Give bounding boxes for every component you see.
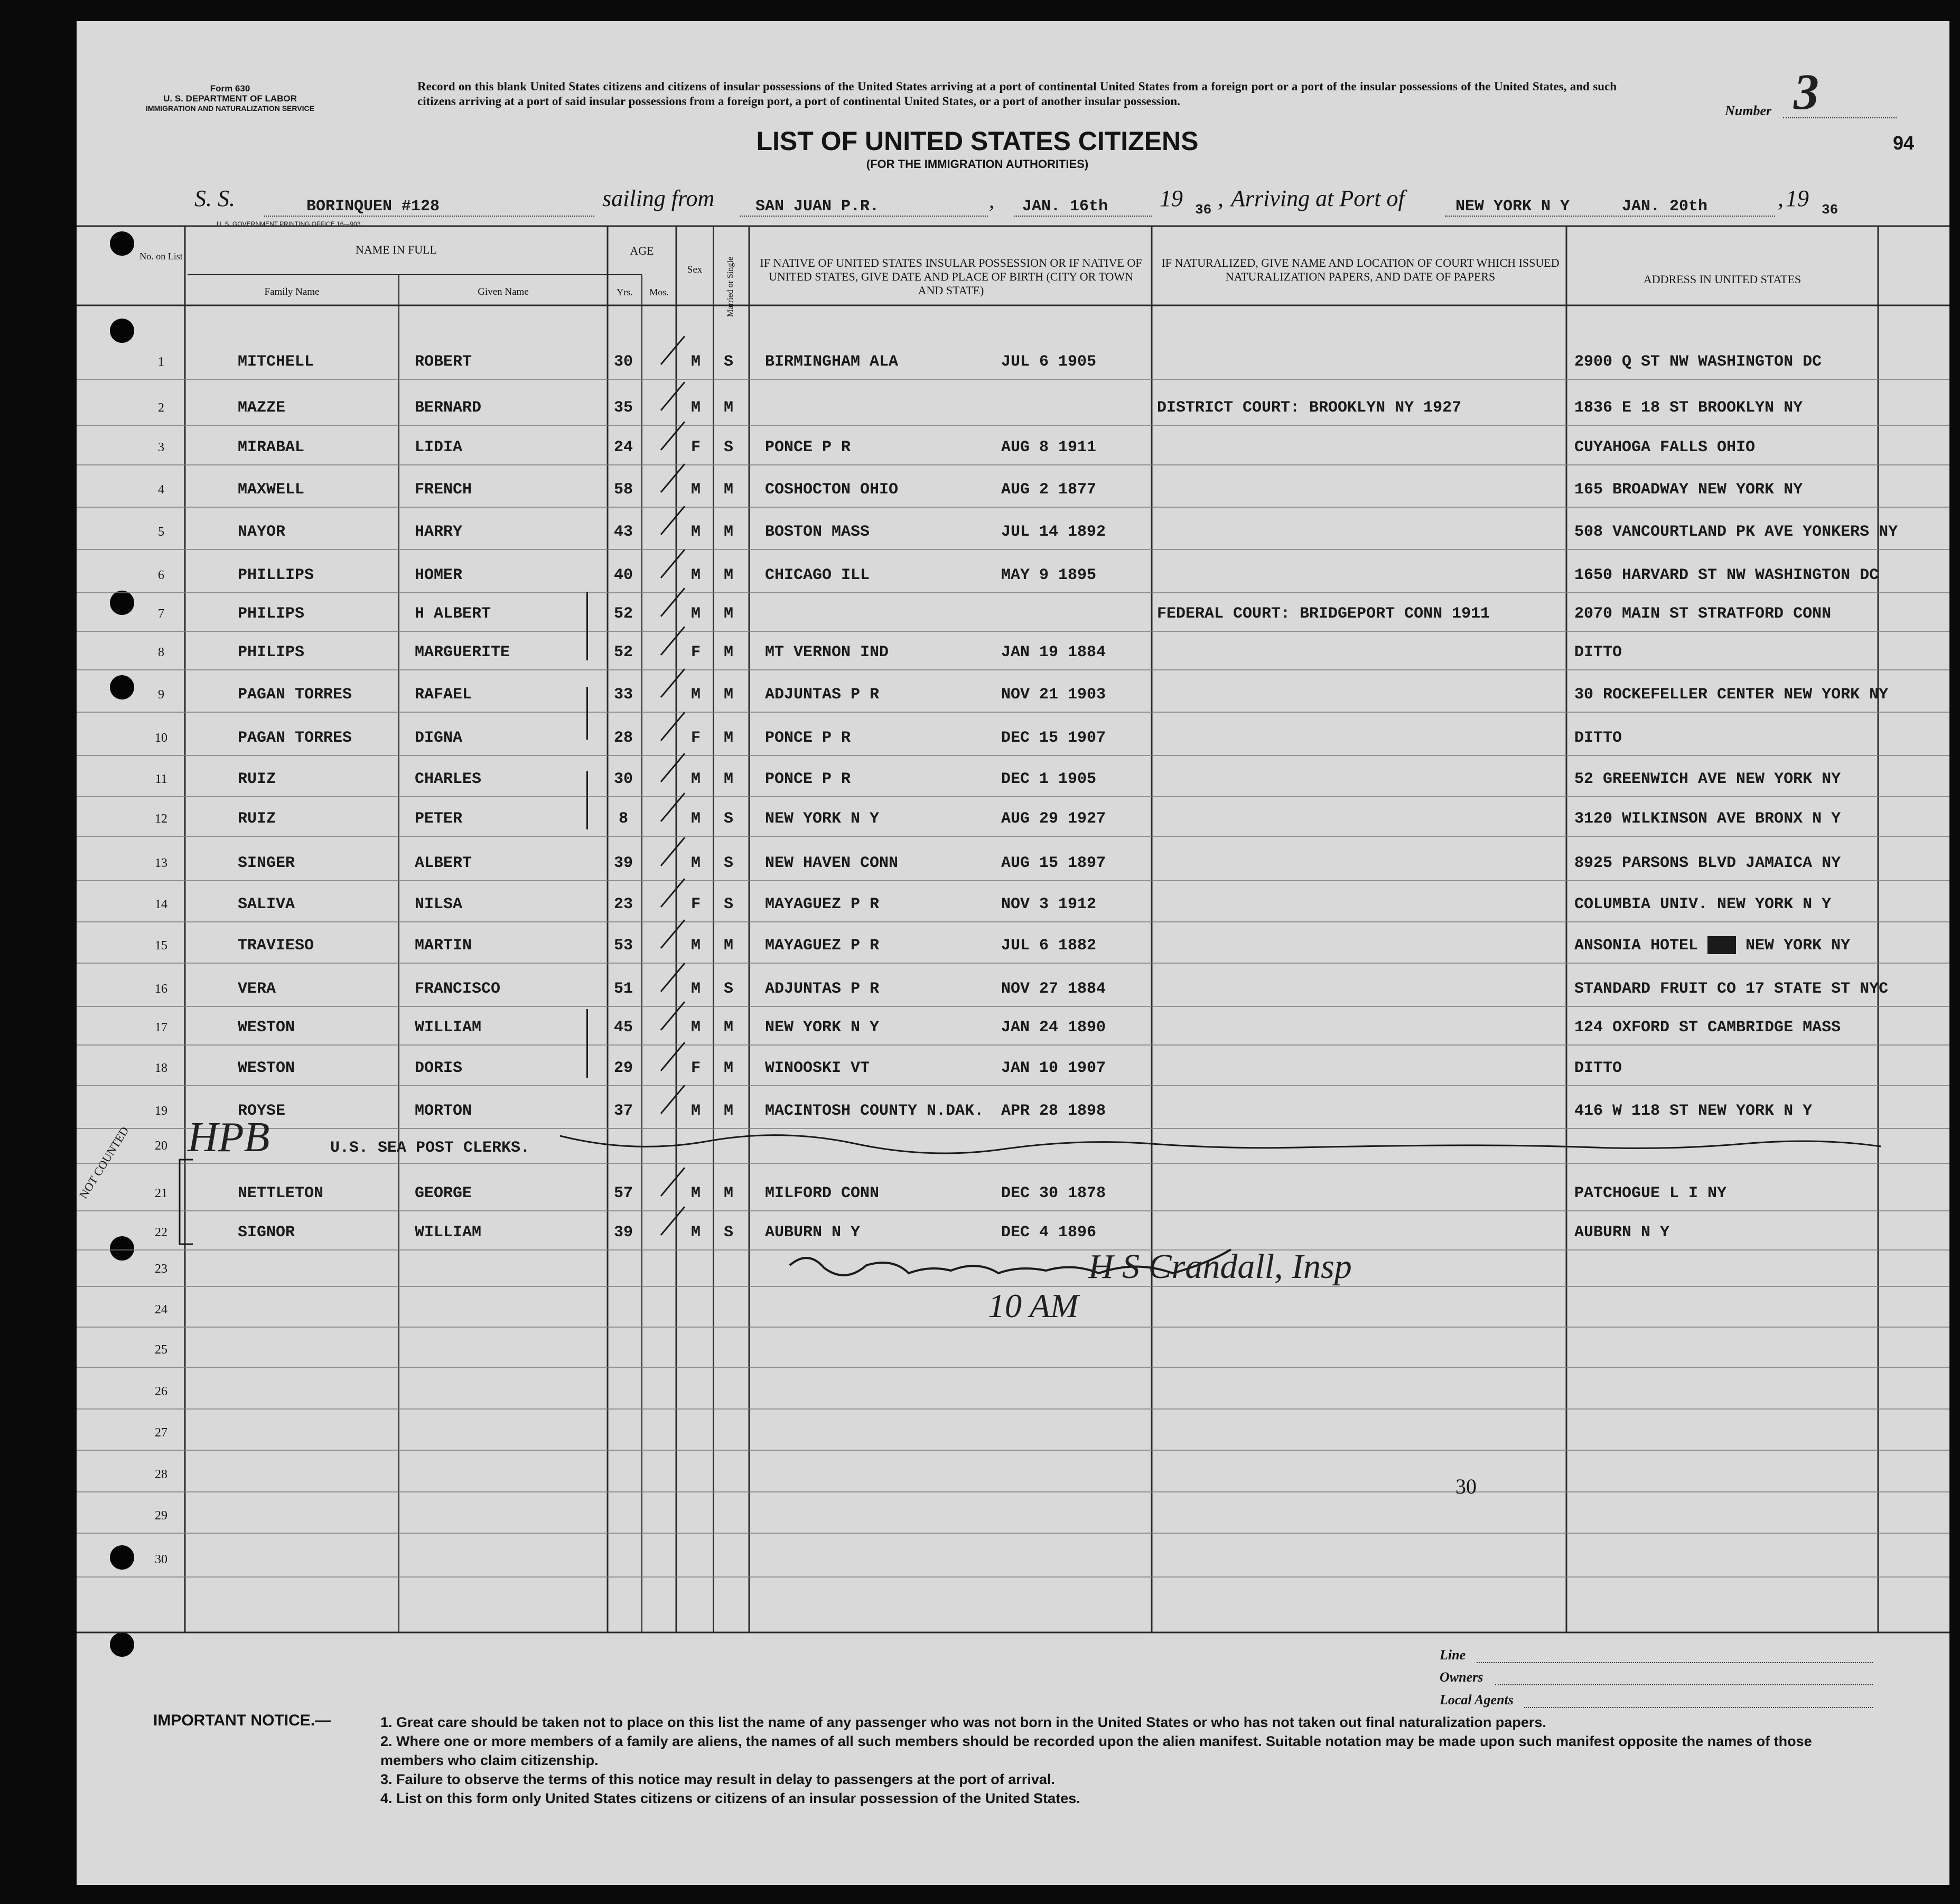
header-no-on-list: No. on List [139, 251, 183, 262]
row-number: 28 [155, 1468, 167, 1481]
address-cell: 124 OXFORD ST CAMBRIDGE MASS [1574, 1019, 1841, 1037]
row-number: 26 [155, 1385, 167, 1398]
marital-status-cell: M [724, 399, 734, 417]
sea-post-label: U.S. SEA POST CLERKS. [330, 1139, 530, 1157]
birth-place-cell: PONCE P R [765, 438, 851, 456]
birth-date-cell: AUG 15 1897 [1001, 854, 1106, 872]
age-cell: 57 [613, 1184, 633, 1202]
address-cell: 165 BROADWAY NEW YORK NY [1574, 481, 1803, 499]
age-cell: 43 [613, 523, 633, 541]
birth-date-cell: DEC 30 1878 [1001, 1184, 1106, 1202]
sailing-port: SAN JUAN P.R. [755, 198, 880, 216]
arrival-year-prefix: 19 [1786, 185, 1809, 211]
family-name-cell: RUIZ [238, 810, 276, 828]
header-yrs: Yrs. [617, 287, 633, 297]
birth-place-cell: MAYAGUEZ P R [765, 895, 880, 913]
notice-item-2: 2. Where one or more members of a family are aliens, the names of all such members should be recorded upon the alien manifest. Suitable notation may be made upon such manifest opposite the names of those members who claim citizenship. [380, 1733, 1812, 1768]
header-name-in-full: NAME IN FULL [356, 243, 437, 256]
family-name-cell: PHILIPS [238, 605, 305, 623]
birth-place-cell: NEW YORK N Y [765, 810, 880, 828]
comma: , [989, 189, 994, 212]
marital-status-cell: M [724, 481, 734, 499]
row-number: 18 [155, 1061, 167, 1075]
birth-place-cell: AUBURN N Y [765, 1224, 861, 1242]
birth-place-cell: BOSTON MASS [765, 523, 870, 541]
sex-cell: M [691, 980, 701, 998]
notice-title: IMPORTANT NOTICE.— [153, 1712, 331, 1729]
sex-cell: M [691, 523, 701, 541]
given-name-cell: H ALBERT [415, 605, 491, 623]
sex-cell: M [691, 353, 701, 371]
sex-cell: M [691, 1019, 701, 1037]
given-name-cell: MARTIN [415, 937, 472, 955]
birth-date-cell: JAN 24 1890 [1001, 1019, 1106, 1037]
family-name-cell: MAXWELL [238, 481, 305, 499]
marital-status-cell: S [724, 810, 734, 828]
marital-status-cell: M [724, 1019, 734, 1037]
birth-date-cell: NOV 27 1884 [1001, 980, 1106, 998]
marital-status-cell: M [724, 605, 734, 623]
family-name-cell: ROYSE [238, 1102, 286, 1120]
birth-place-cell: ADJUNTAS P R [765, 980, 880, 998]
given-name-cell: WILLIAM [415, 1019, 482, 1037]
notice-item-1: 1. Great care should be taken not to place on this list the name of any passenger who was not born in the United States or who has not taken out final naturalization papers. [380, 1714, 1546, 1730]
row-number: 16 [155, 982, 167, 996]
notice-item-3: 3. Failure to observe the terms of this notice may result in delay to passengers at the port of arrival. [380, 1771, 1055, 1787]
family-name-cell: RUIZ [238, 770, 276, 788]
age-cell: 28 [613, 729, 633, 747]
header-given-name: Given Name [478, 286, 529, 297]
form-number: Form 630 [210, 83, 250, 94]
marital-status-cell: M [724, 686, 734, 704]
row-number: 22 [155, 1226, 167, 1239]
signature-time: 10 AM [988, 1287, 1079, 1324]
notice-item-4: 4. List on this form only United States citizens or citizens of an insular possession of the United States. [380, 1790, 1080, 1806]
birth-date-cell: AUG 8 1911 [1001, 438, 1097, 456]
given-name-cell: FRANCISCO [415, 980, 501, 998]
row-number: 5 [158, 525, 164, 539]
birth-place-cell: WINOOSKI VT [765, 1059, 870, 1077]
birth-place-cell: BIRMINGHAM ALA [765, 353, 899, 371]
given-name-cell: RAFAEL [415, 686, 472, 704]
family-name-cell: WESTON [238, 1059, 295, 1077]
row-number: 25 [155, 1343, 167, 1357]
header-naturalized: IF NATURALIZED, GIVE NAME AND LOCATION OF COURT WHICH ISSUED NATURALIZATION PAPERS, AND DATE OF PAPERS [1161, 256, 1560, 283]
age-cell: 8 [618, 810, 628, 828]
arriving-label: Arriving at Port of [1231, 185, 1405, 211]
family-group-mark [586, 1009, 588, 1078]
row-number: 17 [155, 1021, 167, 1034]
address-cell: DITTO [1574, 643, 1622, 661]
local-agents-label: Local Agents [1440, 1692, 1514, 1707]
sex-cell: F [691, 1059, 701, 1077]
row-number: 9 [158, 688, 164, 702]
row-number: 2 [158, 401, 164, 415]
address-cell: 2070 MAIN ST STRATFORD CONN [1574, 605, 1832, 623]
row-number: 3 [158, 441, 164, 454]
age-cell: 24 [613, 438, 633, 456]
marital-status-cell: S [724, 854, 734, 872]
given-name-cell: DIGNA [415, 729, 463, 747]
family-name-cell: VERA [238, 980, 276, 998]
marital-status-cell: S [724, 353, 734, 371]
birth-date-cell: MAY 9 1895 [1001, 566, 1097, 584]
sex-cell: M [691, 1184, 701, 1202]
address-cell: 2900 Q ST NW WASHINGTON DC [1574, 353, 1822, 371]
sex-cell: M [691, 686, 701, 704]
page-subtitle: (FOR THE IMMIGRATION AUTHORITIES) [866, 157, 1089, 171]
birth-date-cell: DEC 1 1905 [1001, 770, 1097, 788]
not-counted-note: NOT COUNTED [77, 1124, 132, 1201]
birth-place-cell: MACINTOSH COUNTY N.DAK. [765, 1102, 984, 1120]
sailing-date: JAN. 16th [1022, 198, 1108, 216]
given-name-cell: MORTON [415, 1102, 472, 1120]
sailing-from-label: sailing from [602, 185, 715, 211]
address-cell: PATCHOGUE L I NY [1574, 1184, 1727, 1202]
address-cell: STANDARD FRUIT CO 17 STATE ST NYC [1574, 980, 1889, 998]
sex-cell: M [691, 481, 701, 499]
age-cell: 51 [613, 980, 633, 998]
row-number: 23 [155, 1262, 167, 1276]
owners-label: Owners [1440, 1669, 1483, 1685]
family-name-cell: WESTON [238, 1019, 295, 1037]
family-name-cell: SALIVA [238, 895, 295, 913]
arrival-year: 36 [1822, 202, 1838, 218]
age-cell: 30 [613, 770, 633, 788]
birth-place-cell: NEW YORK N Y [765, 1019, 880, 1037]
marital-status-cell: M [724, 937, 734, 955]
header-married-single: Married or Single [726, 257, 735, 317]
row-number: 29 [155, 1509, 167, 1523]
age-cell: 39 [613, 854, 633, 872]
birth-date-cell: APR 28 1898 [1001, 1102, 1106, 1120]
family-name-cell: NAYOR [238, 523, 286, 541]
row-number: 19 [155, 1104, 167, 1118]
line-underline [1477, 1662, 1873, 1663]
age-cell: 29 [613, 1059, 633, 1077]
age-cell: 23 [613, 895, 633, 913]
sex-cell: M [691, 605, 701, 623]
inspector-signature: H S Crandall, Insp [1088, 1247, 1352, 1286]
owners-underline [1495, 1684, 1873, 1685]
sex-cell: F [691, 643, 701, 661]
marital-status-cell: S [724, 438, 734, 456]
row-number: 12 [155, 812, 167, 826]
sex-cell: M [691, 810, 701, 828]
agents-underline [1524, 1707, 1873, 1708]
sail-year-prefix: 19 [1160, 185, 1183, 211]
comma-arrival: , [1778, 185, 1784, 211]
age-cell: 45 [613, 1019, 633, 1037]
birth-place-cell: COSHOCTON OHIO [765, 481, 899, 499]
given-name-cell: NILSA [415, 895, 463, 913]
birth-date-cell: JAN 19 1884 [1001, 643, 1106, 661]
department-name: U. S. DEPARTMENT OF LABOR [163, 94, 297, 104]
sail-year: 36 [1195, 202, 1212, 218]
comma-arriving: , [1218, 185, 1224, 211]
birth-place-cell: MT VERNON IND [765, 643, 889, 661]
arrival-port: NEW YORK N Y [1455, 198, 1570, 216]
sex-cell: M [691, 1224, 701, 1242]
sex-cell: F [691, 438, 701, 456]
row-number: 13 [155, 856, 167, 870]
sex-cell: M [691, 1102, 701, 1120]
family-name-cell: PAGAN TORRES [238, 729, 352, 747]
marital-status-cell: S [724, 980, 734, 998]
age-cell: 58 [613, 481, 633, 499]
family-name-cell: MITCHELL [238, 353, 314, 371]
row-number: 8 [158, 646, 164, 659]
number-value: 3 [1794, 63, 1819, 120]
address-cell: 1650 HARVARD ST NW WASHINGTON DC [1574, 566, 1879, 584]
sex-cell: F [691, 895, 701, 913]
court-cell: DISTRICT COURT: BROOKLYN NY 1927 [1157, 399, 1462, 417]
marital-status-cell: M [724, 566, 734, 584]
row-number: 21 [155, 1187, 167, 1200]
header-family-name: Family Name [264, 286, 320, 297]
address-cell: AUBURN N Y [1574, 1224, 1670, 1242]
header-mos: Mos. [649, 287, 669, 297]
header-address: ADDRESS IN UNITED STATES [1643, 273, 1802, 286]
page-title: LIST OF UNITED STATES CITIZENS [756, 126, 1199, 156]
birth-place-cell: ADJUNTAS P R [765, 686, 880, 704]
family-group-mark [586, 687, 588, 740]
birth-date-cell: AUG 29 1927 [1001, 810, 1106, 828]
address-cell: ANSONIA HOTEL ███ NEW YORK NY [1574, 937, 1851, 955]
marital-status-cell: M [724, 1184, 734, 1202]
ss-label: S. S. [194, 185, 235, 211]
line-label: Line [1440, 1647, 1466, 1663]
row-number: 4 [158, 483, 164, 497]
sex-cell: F [691, 729, 701, 747]
given-name-cell: MARGUERITE [415, 643, 510, 661]
marital-status-cell: M [724, 523, 734, 541]
address-cell: 508 VANCOURTLAND PK AVE YONKERS NY [1574, 523, 1898, 541]
age-cell: 53 [613, 937, 633, 955]
birth-place-cell: MILFORD CONN [765, 1184, 880, 1202]
row-number: 24 [155, 1303, 167, 1317]
sex-cell: M [691, 566, 701, 584]
given-name-cell: LIDIA [415, 438, 463, 456]
birth-place-cell: PONCE P R [765, 770, 851, 788]
given-name-cell: WILLIAM [415, 1224, 482, 1242]
address-cell: DITTO [1574, 1059, 1622, 1077]
sex-cell: M [691, 854, 701, 872]
row-number: 14 [155, 898, 167, 911]
address-cell: CUYAHOGA FALLS OHIO [1574, 438, 1756, 456]
birth-place-cell: NEW HAVEN CONN [765, 854, 899, 872]
given-name-cell: ALBERT [415, 854, 472, 872]
marital-status-cell: M [724, 643, 734, 661]
given-name-cell: CHARLES [415, 770, 482, 788]
header-age: AGE [630, 244, 654, 257]
address-cell: 8925 PARSONS BLVD JAMAICA NY [1574, 854, 1841, 872]
sea-post-bracket [180, 1160, 193, 1244]
marital-status-cell: M [724, 1059, 734, 1077]
address-cell: 1836 E 18 ST BROOKLYN NY [1574, 399, 1803, 417]
given-name-cell: HARRY [415, 523, 463, 541]
family-name-cell: SINGER [238, 854, 295, 872]
age-cell: 40 [613, 566, 633, 584]
notice-list [380, 1713, 1875, 1808]
sex-cell: M [691, 770, 701, 788]
row-number: 7 [158, 607, 164, 621]
family-name-cell: MIRABAL [238, 438, 305, 456]
family-name-cell: PHILIPS [238, 643, 305, 661]
arrival-date: JAN. 20th [1622, 198, 1708, 216]
given-name-cell: BERNARD [415, 399, 482, 417]
sex-cell: M [691, 399, 701, 417]
age-cell: 33 [613, 686, 633, 704]
family-name-cell: PAGAN TORRES [238, 686, 352, 704]
sea-post-separator [560, 1135, 1881, 1153]
address-cell: 30 ROCKEFELLER CENTER NEW YORK NY [1574, 686, 1889, 704]
court-cell: FEDERAL COURT: BRIDGEPORT CONN 1911 [1157, 605, 1490, 623]
birth-date-cell: JUL 6 1882 [1001, 937, 1097, 955]
age-cell: 52 [613, 643, 633, 661]
printing-note: U. S. GOVERNMENT PRINTING OFFICE 16—903 [217, 220, 361, 228]
page-number: 94 [1893, 132, 1915, 154]
count-note: 30 [1455, 1474, 1477, 1498]
given-name-cell: DORIS [415, 1059, 463, 1077]
marital-status-cell: M [724, 1102, 734, 1120]
family-name-cell: MAZZE [238, 399, 286, 417]
marital-status-cell: S [724, 1224, 734, 1242]
row-number: 6 [158, 568, 164, 582]
birth-date-cell: JUL 6 1905 [1001, 353, 1097, 371]
row-number: 15 [155, 939, 167, 953]
number-label: Number [1725, 103, 1772, 118]
address-cell: 3120 WILKINSON AVE BRONX N Y [1574, 810, 1841, 828]
age-cell: 37 [613, 1102, 633, 1120]
birth-date-cell: JUL 14 1892 [1001, 523, 1106, 541]
header-birth: IF NATIVE OF UNITED STATES INSULAR POSSESSION OR IF NATIVE OF UNITED STATES, GIVE DATE AND PLACE OF BIRTH (CITY OR TOWN AND STATE) [760, 256, 1142, 297]
marital-status-cell: S [724, 895, 734, 913]
initials-stamp: HPB [188, 1114, 270, 1161]
row-number: 20 [155, 1139, 167, 1153]
age-cell: 52 [613, 605, 633, 623]
family-name-cell: TRAVIESO [238, 937, 314, 955]
address-cell: 416 W 118 ST NEW YORK N Y [1574, 1102, 1813, 1120]
family-group-mark [586, 771, 588, 829]
row-number: 1 [158, 355, 164, 369]
marital-status-cell: M [724, 729, 734, 747]
given-name-cell: ROBERT [415, 353, 472, 371]
birth-date-cell: DEC 4 1896 [1001, 1224, 1097, 1242]
age-cell: 30 [613, 353, 633, 371]
family-name-cell: SIGNOR [238, 1224, 295, 1242]
family-group-mark [586, 592, 588, 660]
address-cell: DITTO [1574, 729, 1622, 747]
instructions-text: Record on this blank United States citizens and citizens of insular possessions of the United States arriving at a port of continental United States from a foreign port or a port of the insular possessions of the United States, and such citizens arriving at a port of said insular possessions from a foreign port, a port of continental United States, or a port of another insular possession. [417, 80, 1617, 108]
header-sex: Sex [687, 264, 703, 275]
birth-date-cell: DEC 15 1907 [1001, 729, 1106, 747]
row-number: 30 [155, 1553, 167, 1566]
birth-date-cell: NOV 21 1903 [1001, 686, 1106, 704]
birth-place-cell: CHICAGO ILL [765, 566, 870, 584]
given-name-cell: GEORGE [415, 1184, 472, 1202]
family-name-cell: PHILLIPS [238, 566, 314, 584]
given-name-cell: HOMER [415, 566, 463, 584]
birth-date-cell: AUG 2 1877 [1001, 481, 1097, 499]
marital-status-cell: M [724, 770, 734, 788]
row-number: 11 [155, 772, 167, 786]
birth-place-cell: MAYAGUEZ P R [765, 937, 880, 955]
age-cell: 35 [613, 399, 633, 417]
given-name-cell: FRENCH [415, 481, 472, 499]
ship-name: BORINQUEN #128 [306, 198, 440, 216]
address-cell: COLUMBIA UNIV. NEW YORK N Y [1574, 895, 1832, 913]
address-cell: 52 GREENWICH AVE NEW YORK NY [1574, 770, 1841, 788]
birth-date-cell: JAN 10 1907 [1001, 1059, 1106, 1077]
sex-cell: M [691, 937, 701, 955]
birth-place-cell: PONCE P R [765, 729, 851, 747]
row-number: 10 [155, 731, 167, 745]
given-name-cell: PETER [415, 810, 463, 828]
birth-date-cell: NOV 3 1912 [1001, 895, 1097, 913]
family-name-cell: NETTLETON [238, 1184, 324, 1202]
age-cell: 39 [613, 1224, 633, 1242]
row-number: 27 [155, 1426, 167, 1440]
service-name: IMMIGRATION AND NATURALIZATION SERVICE [146, 104, 314, 113]
